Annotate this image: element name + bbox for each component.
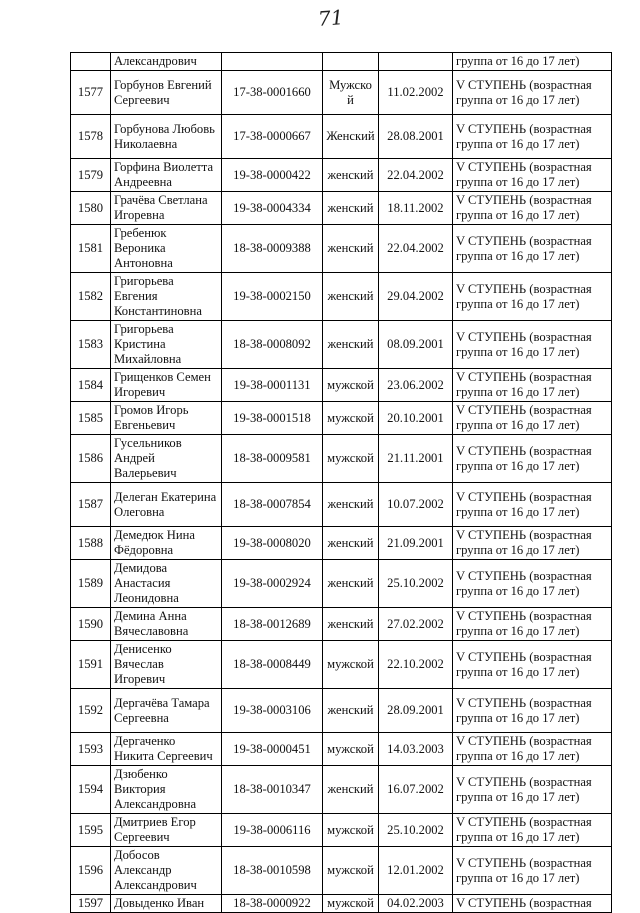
gender-cell: Мужской (323, 71, 379, 115)
age-group-range-text: группа от 16 до 17 лет) (456, 870, 580, 885)
age-group-range-text: группа от 16 до 17 лет) (456, 710, 580, 725)
age-group-range-text: группа от 16 до 17 лет) (456, 136, 580, 151)
age-group-cell (453, 641, 612, 689)
table-row (71, 53, 612, 71)
table-row (71, 369, 612, 402)
participant-name-cell: Гусельников Андрей Валерьевич (111, 435, 222, 483)
row-number-cell: 1579 (71, 159, 111, 192)
gender-cell (323, 53, 379, 71)
row-number-cell: 1597 (71, 895, 111, 913)
participants-table (70, 52, 612, 913)
row-number-cell: 1578 (71, 115, 111, 159)
participant-name-cell: Демина Анна Вячеславовна (111, 608, 222, 641)
birth-date-cell: 22.04.2002 (379, 159, 453, 192)
age-group-range-text: группа от 16 до 17 лет) (456, 344, 580, 359)
gender-cell: мужской (323, 641, 379, 689)
age-group-range-text: группа от 16 до 17 лет) (456, 624, 580, 638)
participant-name-cell: Демидова Анастасия Леонидовна (111, 560, 222, 608)
registration-id-cell: 18-38-0010347 (222, 766, 323, 814)
registration-id-cell: 17-38-0001660 (222, 71, 323, 115)
participant-name-cell: Дергаченко Никита Сергеевич (111, 733, 222, 766)
registration-id-cell: 19-38-0001131 (222, 369, 323, 402)
age-group-range-text: группа от 16 до 17 лет) (456, 504, 580, 519)
birth-date-cell: 25.10.2002 (379, 560, 453, 608)
participant-name-cell: Дзюбенко Виктория Александровна (111, 766, 222, 814)
table-body (71, 53, 612, 913)
age-group-range-text: группа от 16 до 17 лет) (456, 583, 580, 598)
birth-date-cell: 14.03.2003 (379, 733, 453, 766)
age-group-cell (453, 560, 612, 608)
age-group-cell (453, 766, 612, 814)
participant-name-cell: Громов Игорь Евгеньевич (111, 402, 222, 435)
table-row (71, 483, 612, 527)
gender-cell: мужской (323, 847, 379, 895)
age-group-range-text: группа от 16 до 17 лет) (456, 208, 580, 222)
registration-id-cell: 19-38-0004334 (222, 192, 323, 225)
age-group-cell (453, 53, 612, 71)
registration-id-cell: 18-38-0012689 (222, 608, 323, 641)
participant-name-cell: Горбунова Любовь Николаевна (111, 115, 222, 159)
age-group-cell (453, 814, 612, 847)
age-group-stage-text: V СТУПЕНЬ (возрастная (456, 528, 592, 542)
registration-id-cell: 19-38-0000422 (222, 159, 323, 192)
row-number-cell: 1590 (71, 608, 111, 641)
registration-id-cell: 18-38-0000922 (222, 895, 323, 913)
participant-name-cell: Александрович (111, 53, 222, 71)
age-group-stage-text: V СТУПЕНЬ (возрастная (456, 896, 592, 910)
age-group-stage-text: V СТУПЕНЬ (возрастная (456, 568, 592, 583)
age-group-cell (453, 192, 612, 225)
age-group-stage-text: V СТУПЕНЬ (возрастная (456, 233, 592, 248)
gender-cell: женский (323, 560, 379, 608)
age-group-range-text: группа от 16 до 17 лет) (456, 543, 580, 557)
age-group-cell (453, 159, 612, 192)
table-row (71, 733, 612, 766)
birth-date-cell: 12.01.2002 (379, 847, 453, 895)
row-number-cell: 1594 (71, 766, 111, 814)
gender-cell: мужской (323, 402, 379, 435)
table-row (71, 71, 612, 115)
registration-id-cell: 18-38-0008092 (222, 321, 323, 369)
participant-name-cell: Добосов Александр Александрович (111, 847, 222, 895)
participant-name-cell: Григорьева Кристина Михайловна (111, 321, 222, 369)
gender-cell: мужской (323, 369, 379, 402)
gender-cell: женский (323, 527, 379, 560)
row-number-cell: 1591 (71, 641, 111, 689)
table-row (71, 115, 612, 159)
table-row (71, 192, 612, 225)
gender-cell: мужской (323, 814, 379, 847)
participant-name-cell: Денисенко Вячеслав Игоревич (111, 641, 222, 689)
age-group-cell (453, 483, 612, 527)
registration-id-cell: 18-38-0009388 (222, 225, 323, 273)
age-group-stage-text: V СТУПЕНЬ (возрастная (456, 855, 592, 870)
table-row (71, 689, 612, 733)
age-group-cell (453, 321, 612, 369)
row-number-cell: 1586 (71, 435, 111, 483)
age-group-cell (453, 527, 612, 560)
gender-cell: женский (323, 766, 379, 814)
participant-name-cell: Демедюк Нина Фёдоровна (111, 527, 222, 560)
age-group-cell (453, 225, 612, 273)
registration-id-cell: 19-38-0008020 (222, 527, 323, 560)
age-group-stage-text: V СТУПЕНЬ (возрастная (456, 695, 592, 710)
registration-id-cell: 19-38-0006116 (222, 814, 323, 847)
registration-id-cell: 19-38-0003106 (222, 689, 323, 733)
age-group-stage-text: V СТУПЕНЬ (возрастная (456, 774, 592, 789)
row-number-cell: 1596 (71, 847, 111, 895)
age-group-cell (453, 689, 612, 733)
birth-date-cell: 16.07.2002 (379, 766, 453, 814)
row-number-cell: 1595 (71, 814, 111, 847)
registration-id-cell: 17-38-0000667 (222, 115, 323, 159)
birth-date-cell: 21.11.2001 (379, 435, 453, 483)
participant-name-cell: Грачёва Светлана Игоревна (111, 192, 222, 225)
age-group-stage-text: V СТУПЕНЬ (возрастная (456, 815, 592, 829)
birth-date-cell: 27.02.2002 (379, 608, 453, 641)
age-group-cell (453, 435, 612, 483)
birth-date-cell: 18.11.2002 (379, 192, 453, 225)
table-row (71, 321, 612, 369)
age-group-range-text: группа от 16 до 17 лет) (456, 664, 580, 679)
age-group-stage-text: V СТУПЕНЬ (возрастная (456, 489, 592, 504)
age-group-stage-text: V СТУПЕНЬ (возрастная (456, 281, 592, 296)
participant-name-cell: Горбунов Евгений Сергеевич (111, 71, 222, 115)
table-row (71, 225, 612, 273)
age-group-stage-text: V СТУПЕНЬ (возрастная (456, 403, 592, 417)
gender-cell: женский (323, 273, 379, 321)
age-group-range-text: группа от 16 до 17 лет) (456, 789, 580, 804)
gender-cell: мужской (323, 895, 379, 913)
row-number-cell: 1584 (71, 369, 111, 402)
birth-date-cell: 28.09.2001 (379, 689, 453, 733)
row-number-cell: 1577 (71, 71, 111, 115)
registration-id-cell: 18-38-0008449 (222, 641, 323, 689)
row-number-cell: 1587 (71, 483, 111, 527)
row-number-cell: 1580 (71, 192, 111, 225)
table-row (71, 766, 612, 814)
gender-cell: женский (323, 483, 379, 527)
registration-id-cell: 18-38-0007854 (222, 483, 323, 527)
age-group-stage-text: V СТУПЕНЬ (возрастная (456, 77, 592, 92)
table-row (71, 847, 612, 895)
age-group-cell (453, 115, 612, 159)
birth-date-cell: 08.09.2001 (379, 321, 453, 369)
age-group-range-text: группа от 16 до 17 лет) (456, 92, 580, 107)
row-number-cell: 1582 (71, 273, 111, 321)
birth-date-cell: 04.02.2003 (379, 895, 453, 913)
birth-date-cell: 22.10.2002 (379, 641, 453, 689)
row-number-cell: 1583 (71, 321, 111, 369)
registration-id-cell: 19-38-0001518 (222, 402, 323, 435)
birth-date-cell: 11.02.2002 (379, 71, 453, 115)
table-row (71, 435, 612, 483)
age-group-range-text: группа от 16 до 17 лет) (456, 385, 580, 399)
gender-cell: мужской (323, 733, 379, 766)
age-group-range-text: группа от 16 до 17 лет) (456, 296, 580, 311)
age-group-range-text: группа от 16 до 17 лет) (456, 248, 580, 263)
age-group-stage-text: V СТУПЕНЬ (возрастная (456, 443, 592, 458)
table-row (71, 273, 612, 321)
age-group-stage-text: V СТУПЕНЬ (возрастная (456, 649, 592, 664)
gender-cell: мужской (323, 435, 379, 483)
row-number-cell: 1585 (71, 402, 111, 435)
participant-name-cell: Дергачёва Тамара Сергеевна (111, 689, 222, 733)
age-group-cell (453, 733, 612, 766)
age-group-stage-text: V СТУПЕНЬ (возрастная (456, 193, 592, 207)
birth-date-cell: 21.09.2001 (379, 527, 453, 560)
birth-date-cell: 25.10.2002 (379, 814, 453, 847)
row-number-cell: 1593 (71, 733, 111, 766)
age-group-cell (453, 71, 612, 115)
age-group-range-text: группа от 16 до 17 лет) (456, 830, 580, 844)
age-group-cell (453, 369, 612, 402)
participant-name-cell: Григорьева Евгения Константиновна (111, 273, 222, 321)
participant-name-cell: Гребенюк Вероника Антоновна (111, 225, 222, 273)
gender-cell: женский (323, 608, 379, 641)
birth-date-cell: 23.06.2002 (379, 369, 453, 402)
age-group-cell (453, 402, 612, 435)
birth-date-cell: 22.04.2002 (379, 225, 453, 273)
table-row (71, 159, 612, 192)
age-group-range-text: группа от 16 до 17 лет) (456, 418, 580, 432)
gender-cell: женский (323, 321, 379, 369)
age-group-stage-text: V СТУПЕНЬ (возрастная (456, 329, 592, 344)
age-group-cell (453, 273, 612, 321)
age-group-cell (453, 847, 612, 895)
row-number-cell: 1592 (71, 689, 111, 733)
registration-id-cell: 18-38-0010598 (222, 847, 323, 895)
birth-date-cell: 20.10.2001 (379, 402, 453, 435)
birth-date-cell: 10.07.2002 (379, 483, 453, 527)
age-group-range-text: группа от 16 до 17 лет) (456, 749, 580, 763)
participant-name-cell: Горфина Виолетта Андреевна (111, 159, 222, 192)
registration-id-cell (222, 53, 323, 71)
table-row (71, 608, 612, 641)
table-row (71, 527, 612, 560)
gender-cell: женский (323, 159, 379, 192)
participant-name-cell: Довыденко Иван (111, 895, 222, 913)
table-row (71, 402, 612, 435)
gender-cell: женский (323, 192, 379, 225)
registration-id-cell: 19-38-0002150 (222, 273, 323, 321)
table-row (71, 560, 612, 608)
age-group-stage-text: V СТУПЕНЬ (возрастная (456, 609, 592, 623)
page-number: 71 (317, 5, 345, 31)
age-group-stage-text: V СТУПЕНЬ (возрастная (456, 370, 592, 384)
table-row (71, 641, 612, 689)
gender-cell: женский (323, 225, 379, 273)
age-group-range-text: группа от 16 до 17 лет) (456, 54, 580, 68)
birth-date-cell (379, 53, 453, 71)
gender-cell: Женский (323, 115, 379, 159)
age-group-stage-text: V СТУПЕНЬ (возрастная (456, 160, 592, 174)
participant-name-cell: Грищенков Семен Игоревич (111, 369, 222, 402)
table-row (71, 814, 612, 847)
birth-date-cell: 29.04.2002 (379, 273, 453, 321)
participant-name-cell: Делеган Екатерина Олеговна (111, 483, 222, 527)
row-number-cell: 1589 (71, 560, 111, 608)
age-group-range-text: группа от 16 до 17 лет) (456, 175, 580, 189)
age-group-range-text: группа от 16 до 17 лет) (456, 458, 580, 473)
gender-cell: женский (323, 689, 379, 733)
age-group-cell (453, 608, 612, 641)
row-number-cell (71, 53, 111, 71)
participant-name-cell: Дмитриев Егор Сергеевич (111, 814, 222, 847)
registration-id-cell: 19-38-0000451 (222, 733, 323, 766)
registration-id-cell: 18-38-0009581 (222, 435, 323, 483)
age-group-stage-text: V СТУПЕНЬ (возрастная (456, 734, 592, 748)
row-number-cell: 1588 (71, 527, 111, 560)
row-number-cell: 1581 (71, 225, 111, 273)
registration-id-cell: 19-38-0002924 (222, 560, 323, 608)
birth-date-cell: 28.08.2001 (379, 115, 453, 159)
age-group-stage-text: V СТУПЕНЬ (возрастная (456, 121, 592, 136)
